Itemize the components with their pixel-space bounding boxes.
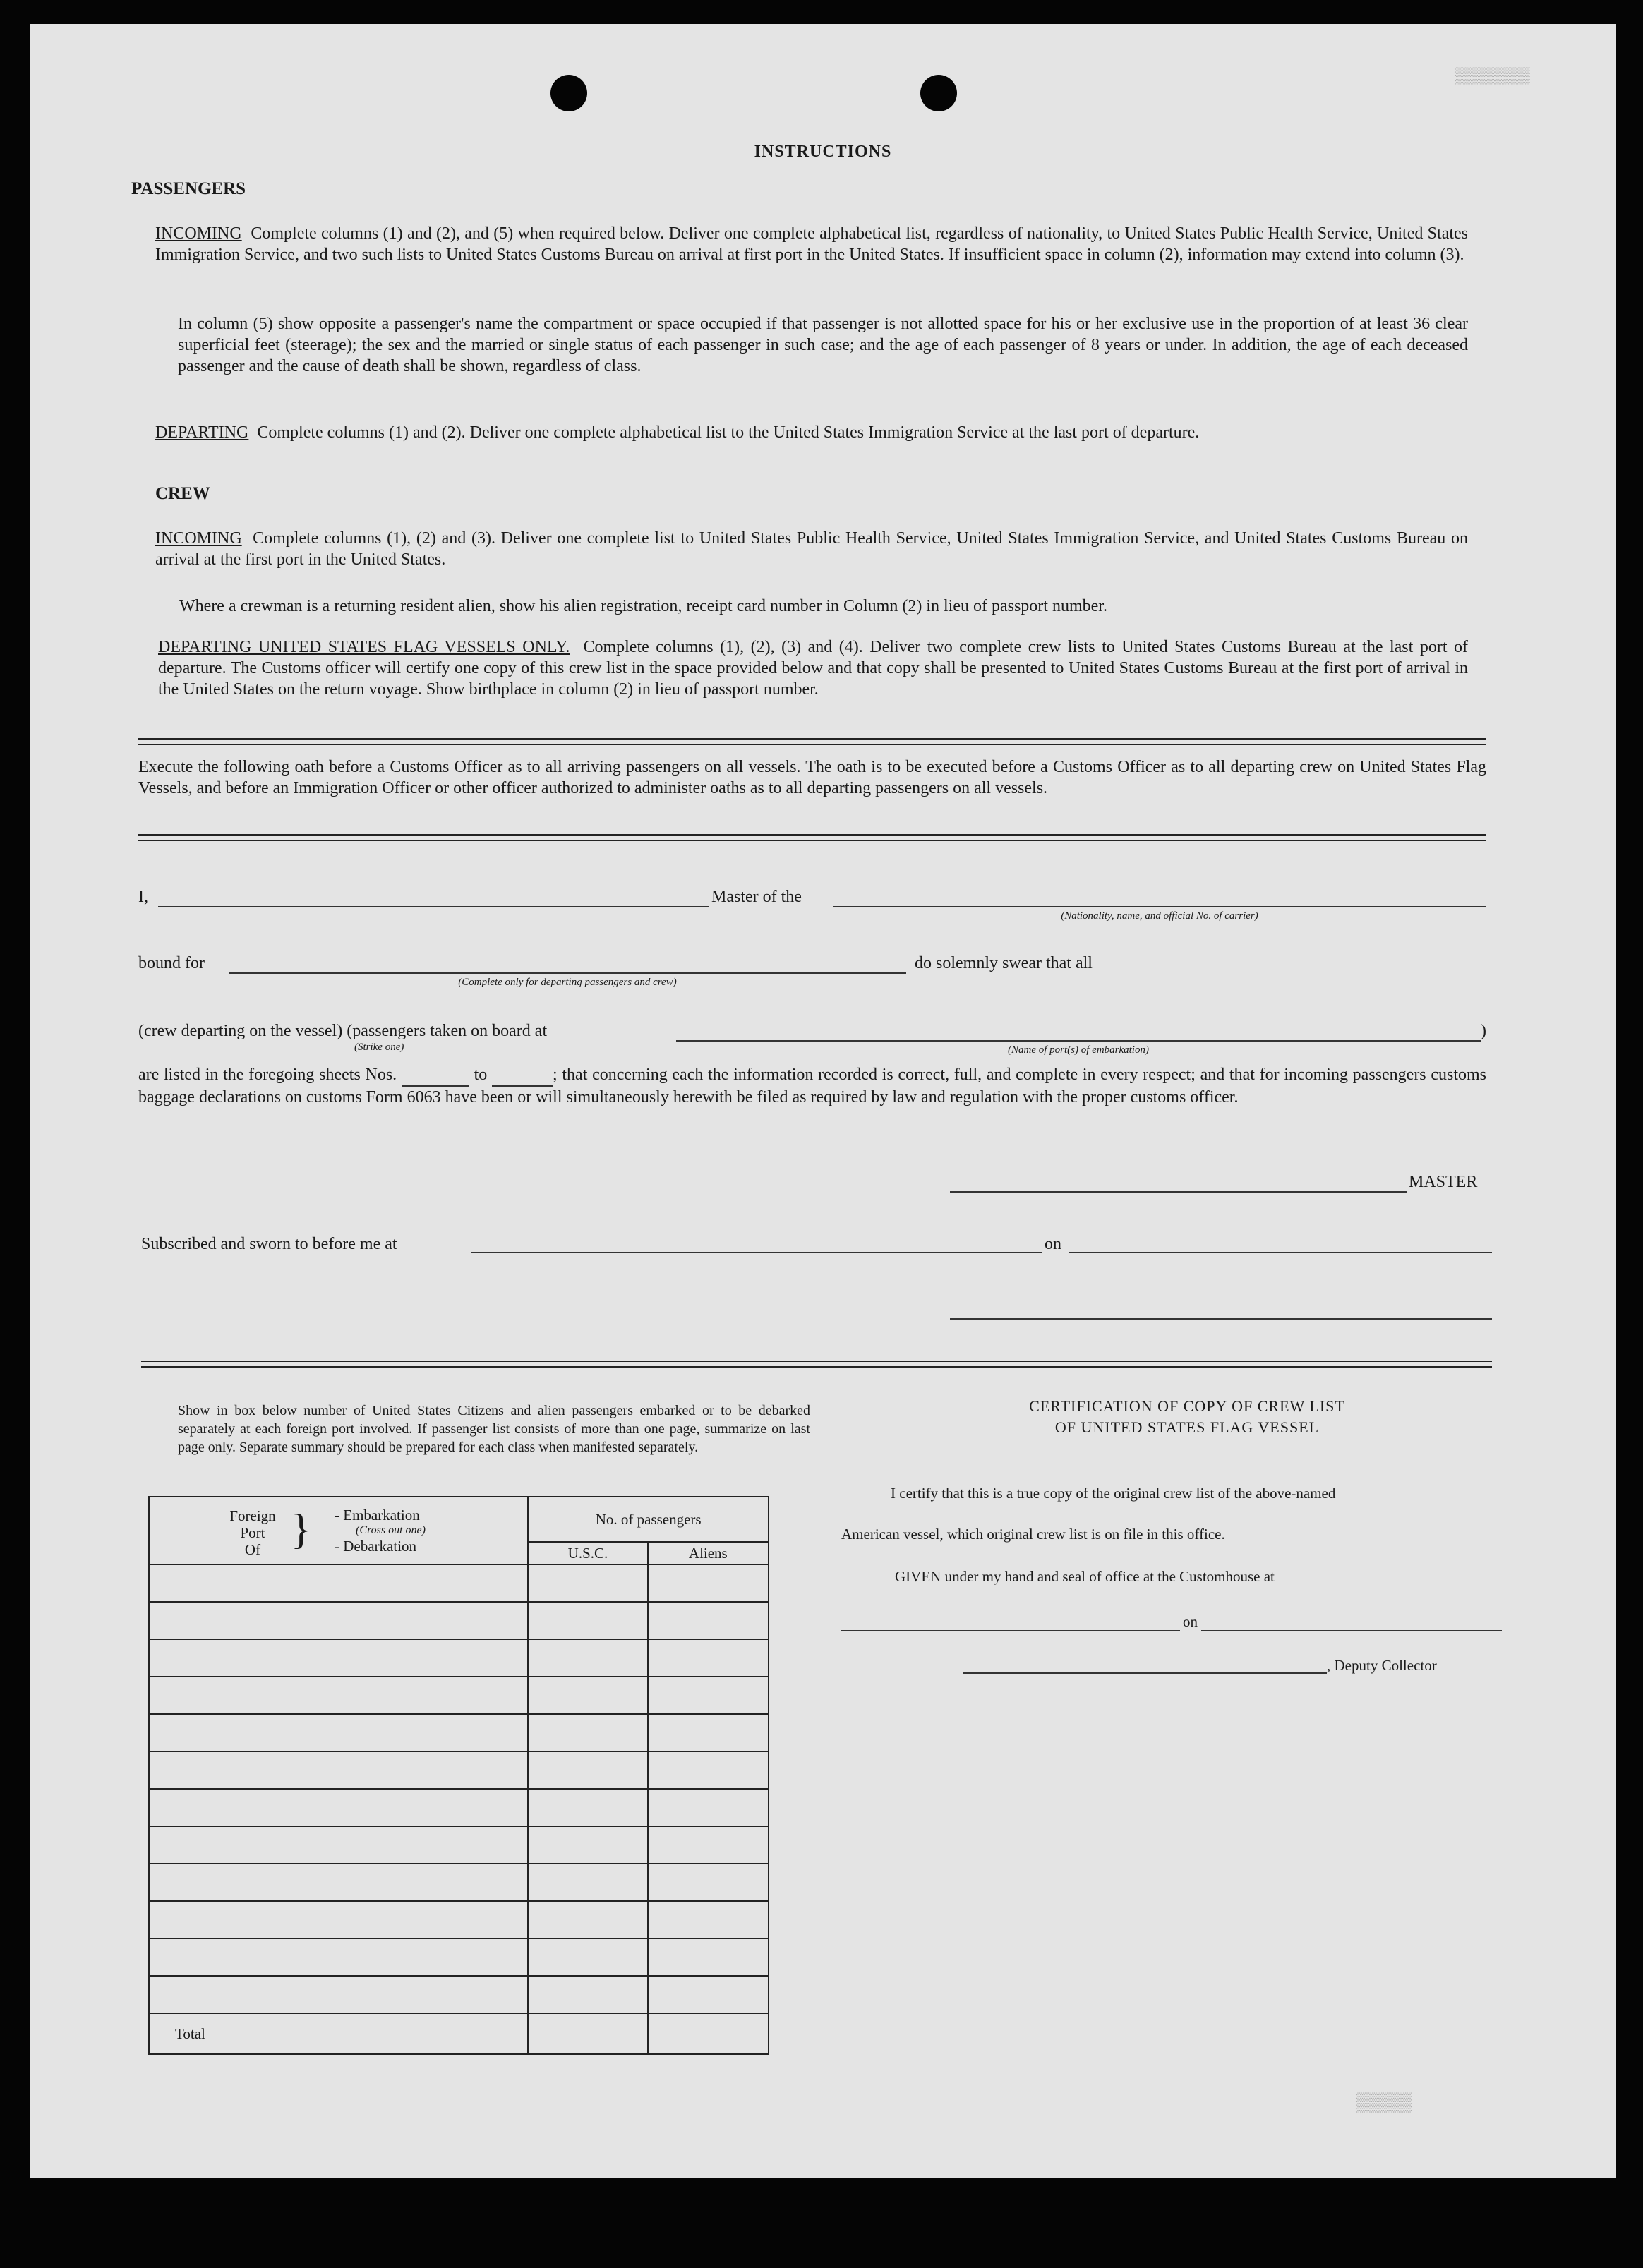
foreign-label: Foreign bbox=[229, 1507, 276, 1524]
port-cell[interactable] bbox=[149, 1864, 528, 1901]
port-cell[interactable] bbox=[149, 1602, 528, 1639]
port-label: Port bbox=[240, 1524, 265, 1541]
oath-i-label: I, bbox=[138, 888, 148, 906]
bound-for-label: bound for bbox=[138, 954, 205, 972]
deputy-collector-label: , Deputy Collector bbox=[1327, 1657, 1437, 1674]
embarkation-label: - Embarkation bbox=[335, 1507, 420, 1524]
table-row bbox=[149, 1826, 769, 1864]
port-cell[interactable] bbox=[149, 1677, 528, 1714]
usc-cell[interactable] bbox=[528, 1938, 647, 1976]
port-cell[interactable] bbox=[149, 1714, 528, 1751]
passengers-departing-text: Complete columns (1) and (2). Deliver one complete alphabetical list to the United States Immigration Service at the last port of departure. bbox=[257, 423, 1200, 442]
master-signature-field[interactable] bbox=[950, 1191, 1407, 1193]
passengers-column5-instructions: In column (5) show opposite a passenger's name the compartment or space occupied if that passenger is not allotted space for his or her exclusive use in the proportion of at least 36 clear superficial feet (steerage); the sex and the married or single status of each passenger in such case; and the age of each passenger of 8 years or under. In addition, the age of each deceased passenger and the cause of death shall be shown, regardless of class. bbox=[178, 315, 1468, 375]
usc-header: U.S.C. bbox=[528, 1542, 647, 1564]
given-line: GIVEN under my hand and seal of office at the Customhouse at bbox=[895, 1568, 1275, 1585]
sheets-prefix: are listed in the foregoing sheets Nos. bbox=[138, 1066, 397, 1084]
passenger-ports-table bbox=[148, 1496, 769, 2055]
sworn-place-field[interactable] bbox=[471, 1252, 1042, 1253]
sheet-to-field[interactable] bbox=[492, 1064, 553, 1087]
aliens-cell[interactable] bbox=[648, 1714, 769, 1751]
passengers-departing-label: DEPARTING bbox=[155, 423, 249, 442]
usc-cell[interactable] bbox=[528, 1976, 647, 2013]
table-row bbox=[149, 1976, 769, 2013]
solemnly-swear-text: do solemnly swear that all bbox=[915, 954, 1093, 972]
sworn-date-field[interactable] bbox=[1069, 1252, 1492, 1253]
section-divider bbox=[138, 834, 1486, 841]
no-passengers-header: No. of passengers bbox=[528, 1497, 769, 1542]
passengers-incoming-text: Complete columns (1) and (2), and (5) when required below. Deliver one complete alphabetical list, regardless of nationality, to United States Public Health Service, United States Immigration Service, and two such lists to United States Customs Bureau on arrival at first port in the United States. If insufficient space in column (2), information may extend into column (3). bbox=[155, 224, 1469, 264]
port-cell[interactable] bbox=[149, 1789, 528, 1826]
aliens-cell[interactable] bbox=[648, 1789, 769, 1826]
aliens-cell[interactable] bbox=[648, 1901, 769, 1938]
close-paren: ) bbox=[1481, 1022, 1486, 1040]
aliens-cell[interactable] bbox=[648, 1677, 769, 1714]
oath-intro: Execute the following oath before a Customs Officer as to all arriving passengers on all vessels. The oath is to be executed before a Customs Officer as to all departing crew on United States Flag Vessels, and before an Immigration Officer or other officer authorized to administer oaths as to all departing passengers on all vessels. bbox=[138, 758, 1486, 797]
strike-one-caption: (Strike one) bbox=[354, 1042, 404, 1053]
customhouse-field[interactable] bbox=[841, 1630, 1180, 1631]
section-divider bbox=[138, 738, 1486, 745]
crew-departing-instructions bbox=[158, 637, 1468, 700]
aliens-header: Aliens bbox=[648, 1542, 769, 1564]
embarkation-ports-field[interactable] bbox=[676, 1040, 1481, 1042]
crew-heading: CREW bbox=[155, 484, 210, 503]
table-row bbox=[149, 1564, 769, 1602]
master-label: MASTER bbox=[1409, 1173, 1478, 1191]
aliens-cell[interactable] bbox=[648, 1826, 769, 1864]
box-instructions: Show in box below number of United States Citizens and alien passengers embarked or to be debarked separately at each foreign port involved. If passenger list consists of more than one page, summarize on last page only. Separate summary should be prepared for each class when manifested separately. bbox=[178, 1403, 810, 1455]
certification-date-field[interactable] bbox=[1201, 1630, 1502, 1631]
embarkation-ports-caption: (Name of port(s) of embarkation) bbox=[1008, 1044, 1149, 1056]
officer-signature-field[interactable] bbox=[950, 1318, 1492, 1320]
certify-line2: American vessel, which original crew list is on file in this office. bbox=[841, 1526, 1225, 1543]
port-cell[interactable] bbox=[149, 1938, 528, 1976]
usc-cell[interactable] bbox=[528, 1639, 647, 1677]
certify-line1: I certify that this is a true copy of the original crew list of the above-named bbox=[891, 1485, 1336, 1502]
usc-cell[interactable] bbox=[528, 1602, 647, 1639]
port-cell[interactable] bbox=[149, 1639, 528, 1677]
aliens-cell[interactable] bbox=[648, 1564, 769, 1602]
crew-incoming-text: Complete columns (1), (2) and (3). Deliver one complete list to United States Public Health Service, United States Immigration Service, and United States Customs Bureau on arrival at the first port in the United States. bbox=[155, 529, 1469, 569]
aliens-cell[interactable] bbox=[648, 1602, 769, 1639]
table-row bbox=[149, 1789, 769, 1826]
bound-for-caption: (Complete only for departing passengers and crew) bbox=[458, 977, 677, 988]
usc-cell[interactable] bbox=[528, 1564, 647, 1602]
carrier-caption: (Nationality, name, and official No. of carrier) bbox=[1061, 910, 1258, 922]
page-title: INSTRUCTIONS bbox=[754, 143, 892, 161]
crew-incoming-instructions bbox=[155, 528, 1468, 570]
debarkation-label: - Debarkation bbox=[335, 1538, 417, 1555]
usc-cell[interactable] bbox=[528, 1901, 647, 1938]
aliens-cell[interactable] bbox=[648, 1976, 769, 2013]
passengers-incoming-label: INCOMING bbox=[155, 224, 242, 243]
aliens-cell[interactable] bbox=[648, 1639, 769, 1677]
certification-title-line2: OF UNITED STATES FLAG VESSEL bbox=[1054, 1418, 1320, 1436]
certification-title bbox=[869, 1396, 1505, 1438]
table-row bbox=[149, 1714, 769, 1751]
passengers-departing-instructions bbox=[155, 422, 1468, 443]
aliens-cell[interactable] bbox=[648, 1751, 769, 1789]
passengers-heading: PASSENGERS bbox=[131, 179, 246, 198]
form-page bbox=[30, 24, 1616, 2178]
usc-cell[interactable] bbox=[528, 1864, 647, 1901]
total-aliens-cell[interactable] bbox=[648, 2013, 769, 2054]
port-cell[interactable] bbox=[149, 1564, 528, 1602]
crew-passengers-option: (crew departing on the vessel) (passengers taken on board at bbox=[138, 1022, 548, 1040]
table-row bbox=[149, 1751, 769, 1789]
table-row bbox=[149, 1938, 769, 1976]
master-of-the-label: Master of the bbox=[711, 888, 802, 906]
table-row bbox=[149, 1602, 769, 1639]
usc-cell[interactable] bbox=[528, 1751, 647, 1789]
aliens-cell[interactable] bbox=[648, 1938, 769, 1976]
sworn-on-label: on bbox=[1045, 1235, 1061, 1253]
bleed-through-mark: ▒▒▒▒▒ bbox=[1356, 2092, 1412, 2113]
cross-out-caption: (Cross out one) bbox=[356, 1524, 426, 1536]
usc-cell[interactable] bbox=[528, 1677, 647, 1714]
sheets-suffix: ; that concerning each the information recorded is correct, full, and complete in every respect; and that for incoming passengers customs baggage declarations on customs Form 6063 have been or will simultaneously herewith be filed as required by law and regulation with the proper customs officer. bbox=[138, 1066, 1487, 1106]
subscribed-label: Subscribed and sworn to before me at bbox=[141, 1235, 397, 1253]
brace-glyph: } bbox=[291, 1506, 311, 1552]
port-cell[interactable] bbox=[149, 1976, 528, 2013]
crew-resident-alien-note: Where a crewman is a returning resident alien, show his alien registration, receipt card number in Column (2) in lieu of passport number. bbox=[179, 597, 1107, 615]
certification-on-label: on bbox=[1183, 1613, 1198, 1630]
crew-incoming-label: INCOMING bbox=[155, 529, 242, 548]
usc-cell[interactable] bbox=[528, 1826, 647, 1864]
crew-departing-label: DEPARTING UNITED STATES FLAG VESSELS ONLY. bbox=[158, 638, 570, 656]
port-cell[interactable] bbox=[149, 1751, 528, 1789]
table-row bbox=[149, 1864, 769, 1901]
master-name-field[interactable] bbox=[158, 906, 709, 907]
total-usc-cell[interactable] bbox=[528, 2013, 647, 2054]
port-cell[interactable] bbox=[149, 1826, 528, 1864]
table-row bbox=[149, 1639, 769, 1677]
sheet-from-field[interactable] bbox=[402, 1064, 469, 1087]
section-divider bbox=[141, 1361, 1492, 1368]
bleed-through-mark: ▒▒▒▒▒▒▒▒ bbox=[1455, 66, 1530, 84]
sheets-statement bbox=[138, 1064, 1486, 1108]
table-row bbox=[149, 1901, 769, 1938]
usc-cell[interactable] bbox=[528, 1714, 647, 1751]
foreign-port-header bbox=[149, 1497, 528, 1564]
aliens-cell[interactable] bbox=[648, 1864, 769, 1901]
deputy-signature-field[interactable] bbox=[963, 1672, 1327, 1674]
certification-title-line1: CERTIFICATION OF COPY OF CREW LIST bbox=[1029, 1397, 1345, 1415]
bound-for-field[interactable] bbox=[229, 972, 906, 974]
of-label: Of bbox=[244, 1541, 261, 1558]
table-row bbox=[149, 1677, 769, 1714]
usc-cell[interactable] bbox=[528, 1789, 647, 1826]
total-label: Total bbox=[149, 2013, 528, 2054]
carrier-field[interactable] bbox=[833, 906, 1486, 907]
punch-hole-right bbox=[920, 75, 957, 111]
crew-departing-text: Complete columns (1), (2), (3) and (4). Deliver two complete crew lists to United States Customs Bureau at the last port of departure. The Customs officer will certify one copy of this crew list in the space provided below and that copy shall be presented to United States Customs Bureau at the first port of arrival in the United States on the return voyage. Show birthplace in column (2) in lieu of passport number. bbox=[158, 638, 1468, 699]
sheets-to-label: to bbox=[474, 1066, 488, 1084]
punch-hole-left bbox=[550, 75, 587, 111]
passengers-incoming-instructions bbox=[155, 223, 1468, 265]
port-cell[interactable] bbox=[149, 1901, 528, 1938]
